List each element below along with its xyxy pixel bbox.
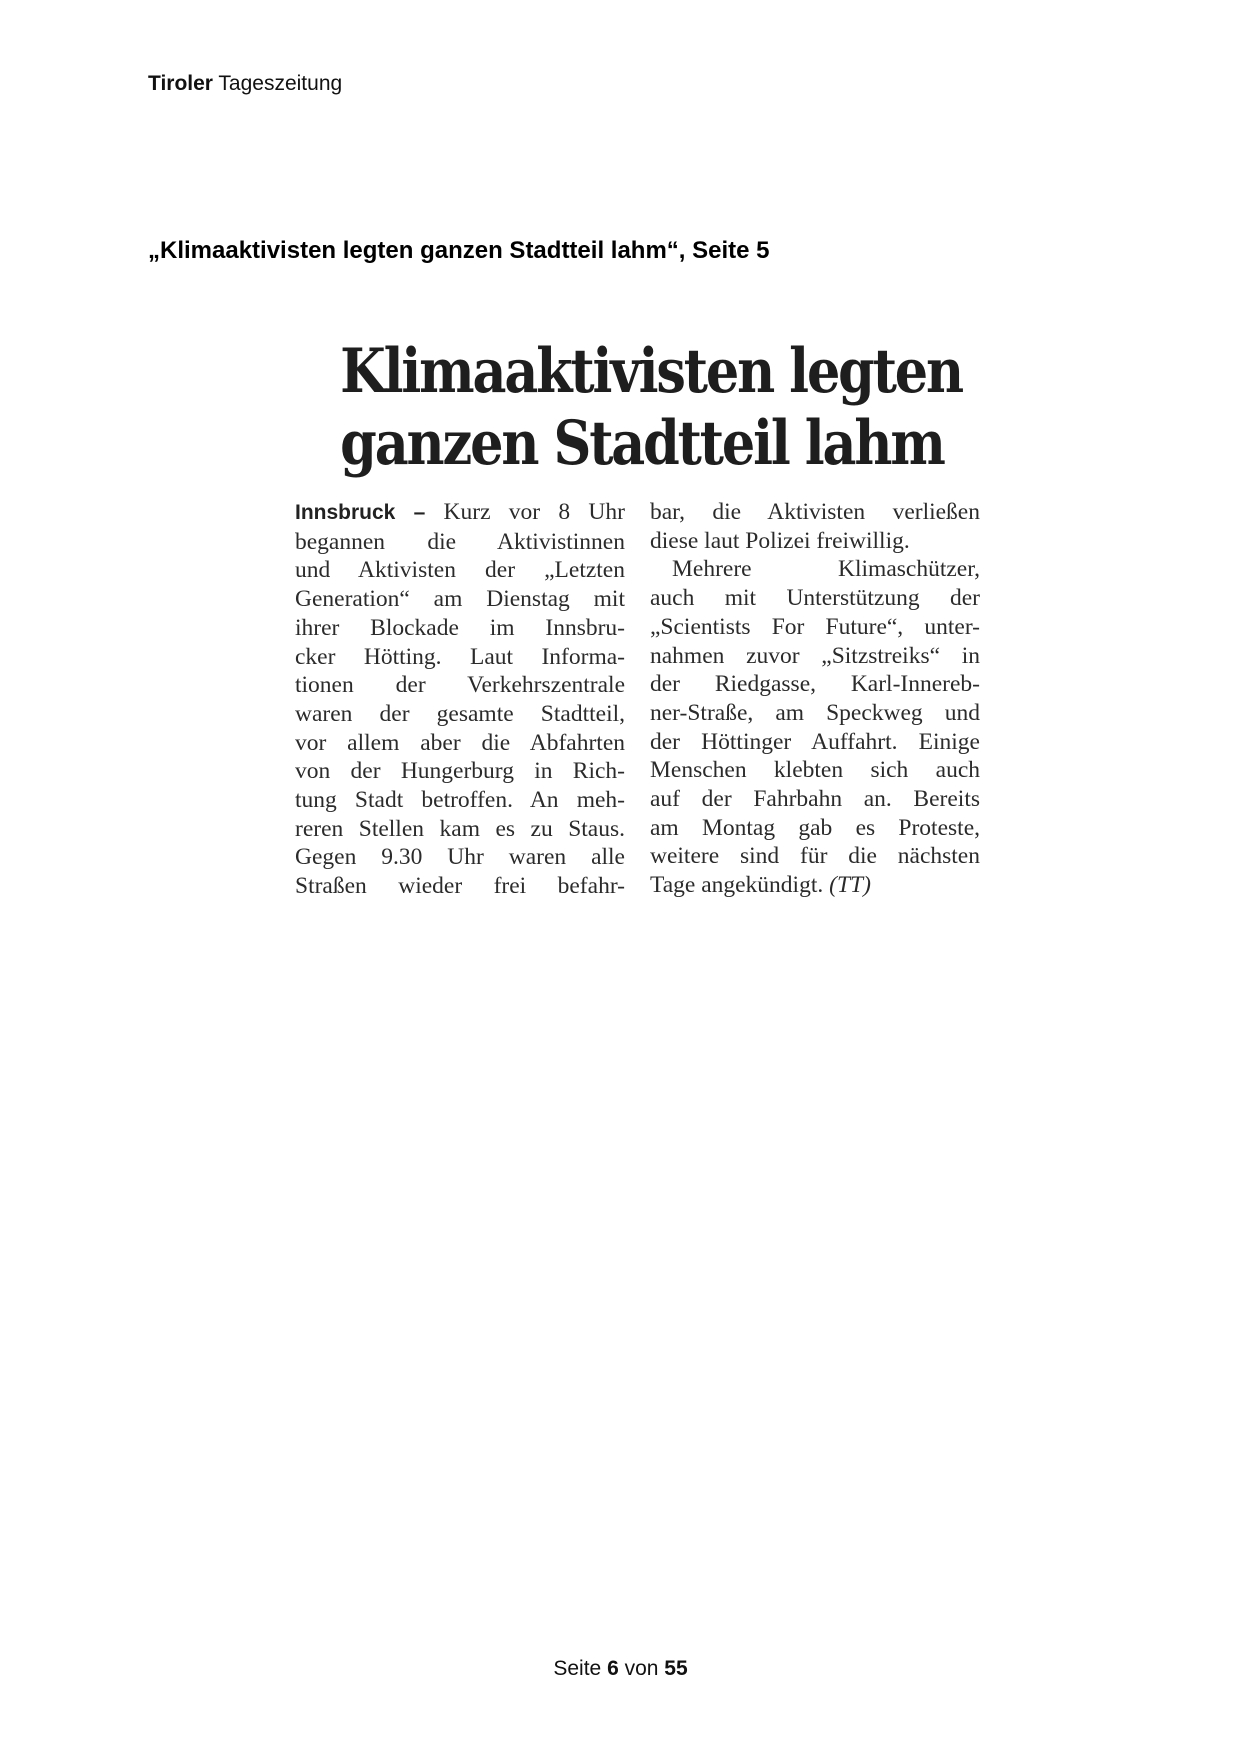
publication-name-bold: Tiroler [148, 72, 213, 95]
article-line: diese laut Polizei freiwillig. [650, 527, 910, 554]
article-column-2 [650, 498, 980, 901]
article-line: tung Stadt betroffen. An meh- [295, 787, 625, 814]
page-current: 6 [607, 1657, 619, 1680]
article-line: vor allem aber die Abfahrten [295, 729, 625, 756]
article-text: Kurz vor 8 Uhr [443, 499, 625, 525]
page-separator: von [618, 1657, 665, 1680]
article-line: nahmen zuvor „Sitzstreiks“ in [650, 642, 980, 669]
publication-name-rest: Tageszeitung [212, 72, 343, 95]
article-line: von der Hungerburg in Rich- [295, 758, 625, 785]
dateline: Innsbruck [295, 501, 396, 524]
article-line [650, 871, 980, 900]
article-line: Menschen klebten sich auch [650, 757, 980, 784]
article-line: ner-Straße, am Speckweg und [650, 699, 980, 726]
page-footer [0, 1657, 1241, 1681]
article-line: auch mit Unterstützung der [650, 585, 980, 612]
article-line: auf der Fahrbahn an. Bereits [650, 786, 980, 813]
article-line: reren Stellen kam es zu Staus. [295, 815, 625, 842]
dateline-dash: – [395, 501, 444, 524]
article-line: der Höttinger Auffahrt. Einige [650, 728, 980, 755]
article-line: am Montag gab es Proteste, [650, 814, 980, 841]
article-line: ihrer Blockade im Innsbru- [295, 614, 625, 641]
article-line: „Scientists For Future“, unter- [650, 613, 980, 640]
article-line: cker Hötting. Laut Informa- [295, 643, 625, 670]
article-line: waren der gesamte Stadtteil, [295, 700, 625, 727]
article-line: Mehrere Klimaschützer, [672, 556, 980, 583]
article-line: begannen die Aktivistinnen [295, 528, 625, 555]
article-line: Gegen 9.30 Uhr waren alle [295, 844, 625, 871]
article-column-1 [295, 498, 625, 901]
article-source: (TT) [829, 872, 871, 899]
article-clipping [292, 336, 980, 900]
document-title: „Klimaaktivisten legten ganzen Stadtteil lahm“, Seite 5 [148, 237, 770, 264]
article-line: Generation“ am Dienstag mit [295, 586, 625, 613]
headline-line-1: Klimaaktivisten legten [340, 336, 963, 407]
article-line: weitere sind für die nächsten [650, 843, 980, 870]
article-body [295, 498, 980, 901]
page-label: Seite [553, 1657, 608, 1680]
article-line: Straßen wieder frei befahr- [295, 873, 625, 900]
article-headline [340, 336, 963, 480]
article-text: Tage angekündigt. [650, 872, 824, 899]
publication-header [148, 72, 342, 96]
article-line: bar, die Aktivisten verließen [650, 499, 980, 525]
headline-line-2: ganzen Stadtteil lahm [340, 408, 944, 479]
page-total: 55 [664, 1657, 688, 1680]
article-line: der Riedgasse, Karl-Innereb- [650, 671, 980, 698]
article-line: und Aktivisten der „Letzten [295, 557, 625, 584]
article-line: tionen der Verkehrszentrale [295, 672, 625, 699]
article-line [295, 498, 625, 528]
